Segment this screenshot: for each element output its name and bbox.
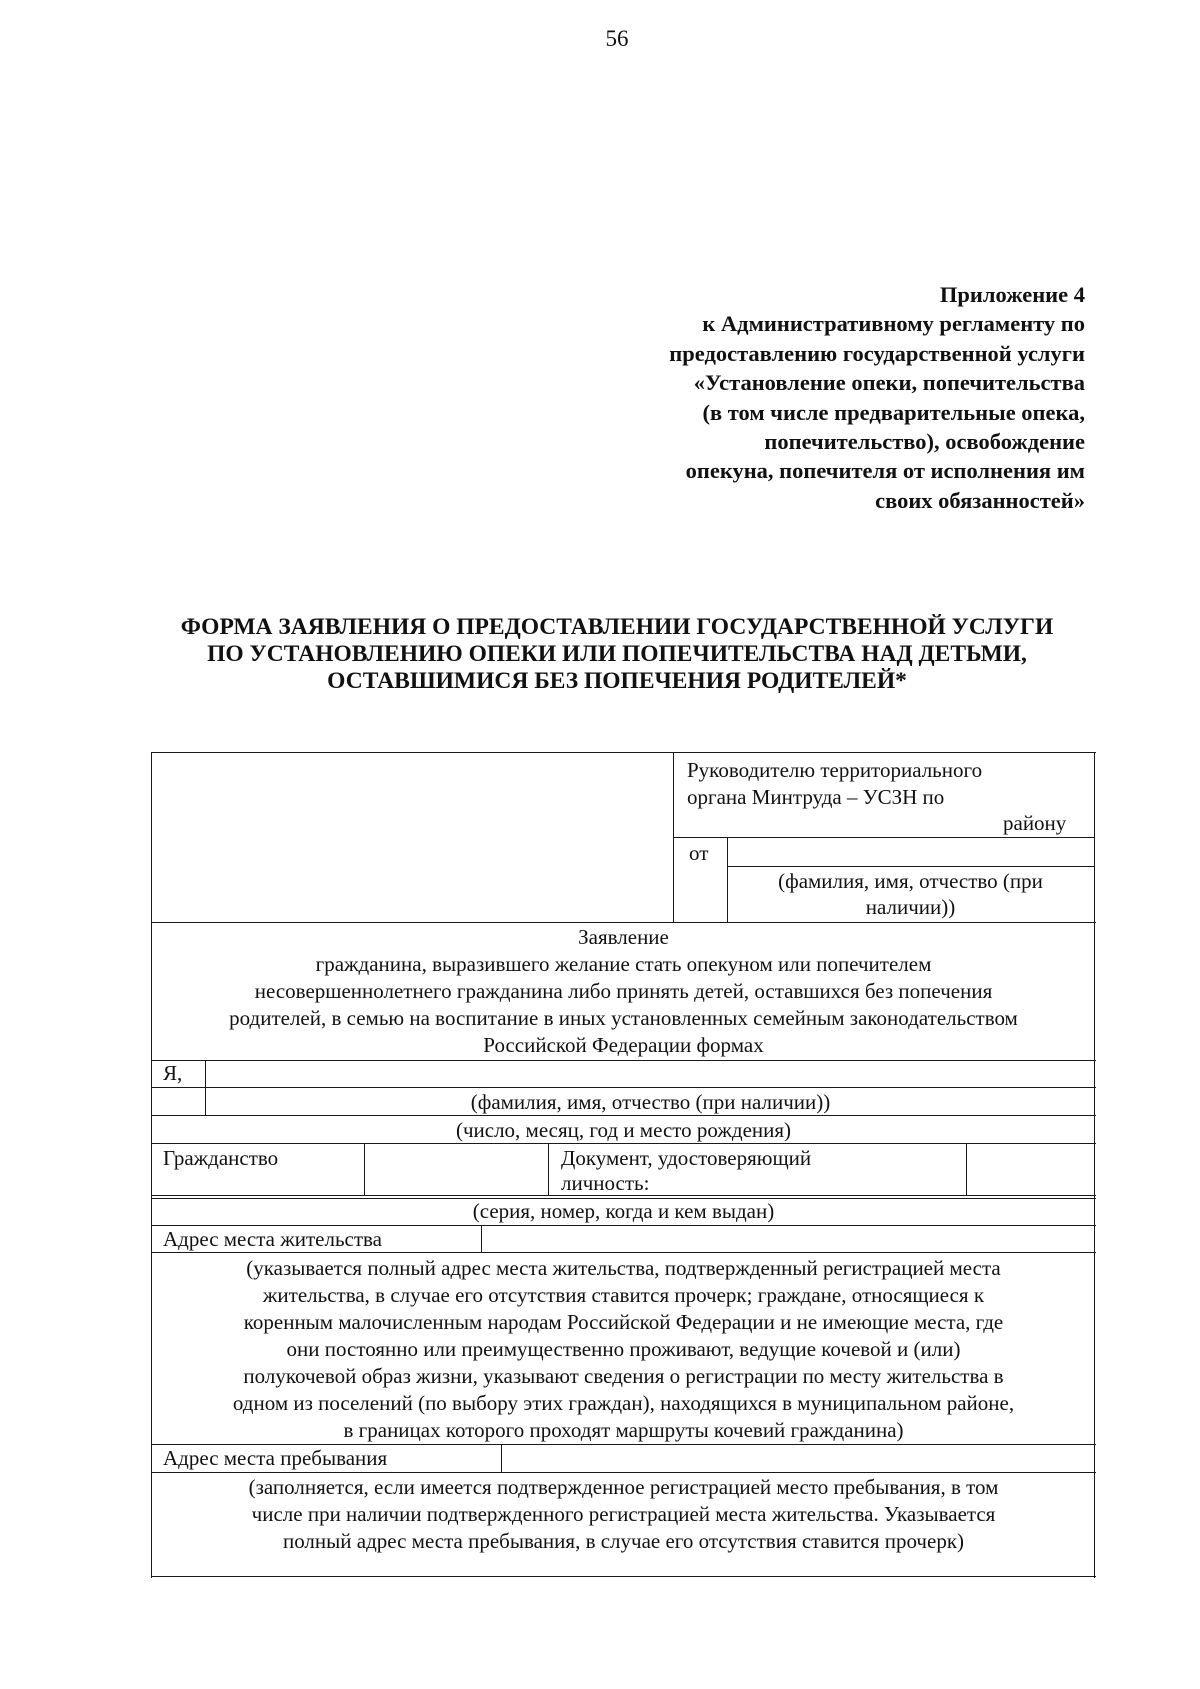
citizenship-field[interactable]	[366, 1145, 546, 1193]
form-border-right	[1094, 752, 1095, 1578]
appendix-line: к Административному регламенту по	[702, 311, 1085, 337]
statement-line: родителей, в семью на воспитание в иных установленных семейным законодательством	[229, 1006, 1018, 1030]
id-doc-rule	[151, 1195, 1096, 1196]
residence-hint-line: одном из поселений (по выбору этих граждан), находящихся в муниципальном районе,	[232, 1391, 1015, 1415]
stay-hint-line: полный адрес места пребывания, в случае его отсутствия ставится прочерк)	[282, 1529, 965, 1553]
stay-label: Адрес места пребывания	[163, 1446, 388, 1470]
id-doc-label: Документ, удостоверяющий	[561, 1146, 812, 1170]
id-doc-field[interactable]	[968, 1145, 1093, 1193]
application-form	[151, 752, 1096, 1578]
addressee-line: Руководителю территориального	[687, 758, 983, 782]
appendix-line: Приложение 4	[939, 282, 1085, 307]
i-label: Я,	[163, 1061, 183, 1085]
statement-line: несовершеннолетнего гражданина либо принять детей, оставшихся без попечения	[254, 979, 993, 1003]
form-title-line: ПО УСТАНОВЛЕНИЮ ОПЕКИ ИЛИ ПОПЕЧИТЕЛЬСТВА НАД ДЕТЬМИ,	[207, 641, 1027, 667]
residence-address-field[interactable]	[483, 1227, 1093, 1251]
residence-hint-line: жительства, в случае его отсутствия ставится прочерк; граждане, относящиеся к	[262, 1283, 985, 1307]
statement-line: Российской Федерации формах	[483, 1033, 764, 1057]
from-name-field[interactable]	[729, 839, 1093, 865]
residence-hint-line: коренным малочисленным народам Российской Федерации и не имеющие места, где	[243, 1310, 1004, 1334]
applicant-name-field[interactable]	[207, 1062, 1093, 1086]
header-blank-cell[interactable]	[153, 754, 673, 920]
form-title-line: ФОРМА ЗАЯВЛЕНИЯ О ПРЕДОСТАВЛЕНИИ ГОСУДАРСТВЕННОЙ УСЛУГИ	[180, 614, 1054, 640]
form-title	[130, 614, 1104, 695]
from-label: от	[689, 841, 709, 865]
birth-hint: (число, месяц, год и место рождения)	[455, 1118, 792, 1142]
residence-hint-line: они постоянно или преимущественно проживают, ведущие кочевой и (или)	[286, 1337, 961, 1361]
from-hint: наличии))	[865, 895, 956, 919]
residence-hint-line: полукочевой образ жизни, указывают сведения о регистрации по месту жительства в	[243, 1364, 1004, 1388]
appendix-line: предоставлению государственной услуги	[669, 340, 1085, 366]
stay-hint-line: числе при наличии подтвержденного регистрацией места жительства. Указывается	[251, 1502, 996, 1526]
doc-hint: (серия, номер, когда и кем выдан)	[472, 1199, 775, 1223]
page-number: 56	[605, 26, 629, 51]
addressee-region-label: району	[1003, 811, 1067, 835]
id-doc-divider	[548, 1143, 549, 1195]
stay-hint-line: (заполняется, если имеется подтвержденное регистрацией место пребывания, в том	[248, 1475, 999, 1499]
id-doc-label: личность:	[561, 1171, 650, 1195]
appendix-line: «Установление опеки, попечительства	[693, 370, 1085, 396]
department-field[interactable]	[887, 792, 987, 816]
residence-hint-line: (указывается полный адрес места жительства, подтвержденный регистрацией места	[246, 1256, 1001, 1280]
statement-line: гражданина, выразившего желание стать опекуном или попечителем	[315, 952, 932, 976]
stay-address-field[interactable]	[503, 1446, 1093, 1470]
residence-hint-line: в границах которого проходят маршруты кочевий гражданина)	[343, 1418, 904, 1442]
statement-title: Заявление	[578, 925, 669, 949]
residence-label: Адрес места жительства	[163, 1227, 382, 1251]
addressee-line: органа Минтруда – УСЗН по	[687, 785, 945, 809]
form-title-line: ОСТАВШИМИСЯ БЕЗ ПОПЕЧЕНИЯ РОДИТЕЛЕЙ*	[327, 668, 907, 694]
appendix-line: (в том числе предварительные опека,	[702, 399, 1085, 425]
appendix-line: опекуна, попечителя от исполнения им	[685, 458, 1085, 484]
residence-rule	[151, 1252, 1096, 1253]
appendix-line: попечительство), освобождение	[764, 429, 1085, 455]
appendix-heading	[565, 280, 1085, 515]
appendix-line: своих обязанностей»	[875, 487, 1085, 513]
name-hint: (фамилия, имя, отчество (при наличии))	[470, 1090, 831, 1114]
from-hint: (фамилия, имя, отчество (при	[778, 869, 1043, 893]
form-border-bottom	[151, 1576, 1096, 1577]
citizenship-label: Гражданство	[163, 1146, 279, 1170]
